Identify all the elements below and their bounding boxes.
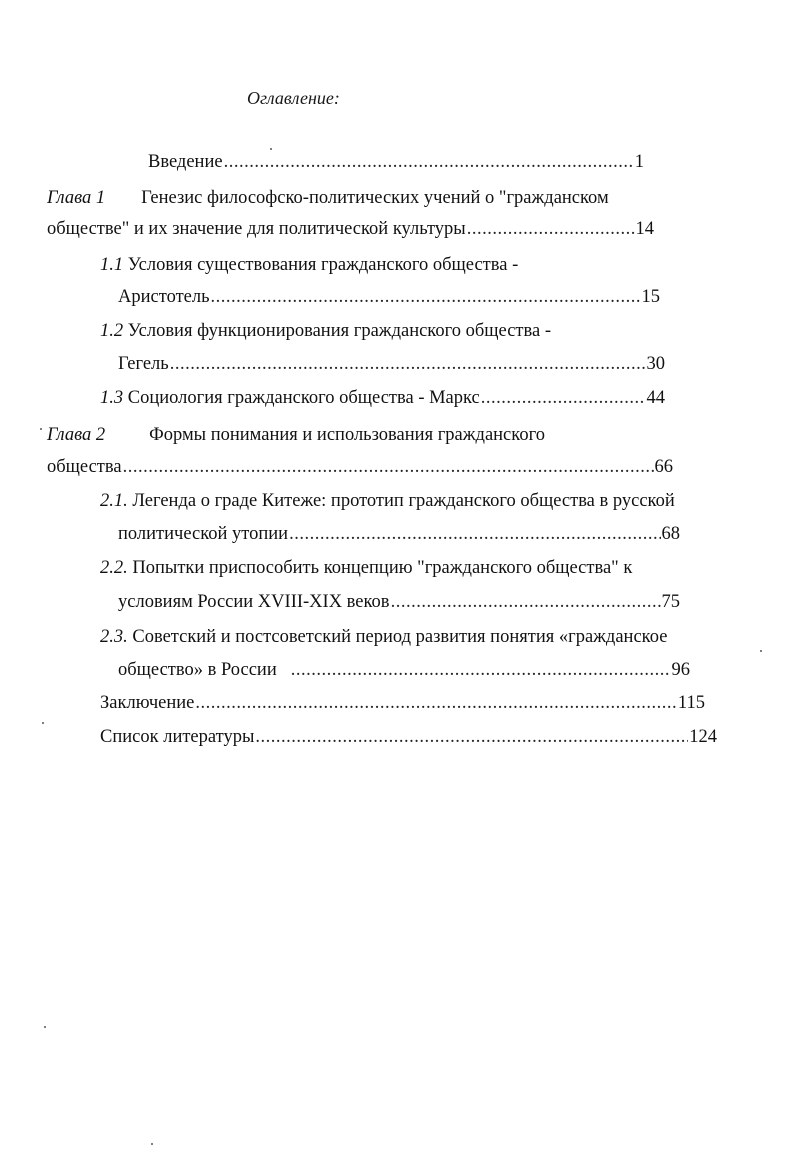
section-title-cont: политической утопии xyxy=(118,524,289,544)
toc-section-1-1-line2[interactable] xyxy=(118,286,660,308)
toc-page-number: 14 xyxy=(635,219,654,239)
section-title: Попытки приспособить концепцию "гражданского общества" к xyxy=(132,558,633,578)
toc-section-2-1-line1[interactable] xyxy=(100,490,675,512)
section-number: 2.1. xyxy=(100,491,128,511)
chapter-label: Глава 1 xyxy=(47,188,106,208)
leader-dots xyxy=(467,218,635,240)
scan-speck xyxy=(44,1026,46,1028)
leader-dots xyxy=(224,151,634,173)
toc-page-number: 44 xyxy=(646,388,665,408)
section-title: Социология гражданского общества - Маркс xyxy=(127,388,480,408)
toc-section-2-3-line1[interactable] xyxy=(100,626,667,648)
toc-entry-text: Список литературы xyxy=(100,727,255,747)
toc-section-2-3-line2[interactable] xyxy=(118,659,690,681)
page-title: Оглавление: xyxy=(247,88,340,108)
toc-entry-conclusion[interactable] xyxy=(100,692,705,714)
toc-page-number: 68 xyxy=(661,524,680,544)
section-title-cont: условиям России XVIII-XIX веков xyxy=(118,592,390,612)
leader-dots xyxy=(170,353,646,375)
section-title: Советский и постсоветский период развития понятия «гражданское xyxy=(132,627,668,647)
toc-section-2-1-line2[interactable] xyxy=(118,523,680,545)
section-title: Легенда о граде Китеже: прототип гражданского общества в русской xyxy=(132,491,675,511)
chapter-title: Генезис философско-политических учений о "гражданском xyxy=(141,188,609,208)
toc-page-number: 124 xyxy=(689,727,717,747)
toc-chapter-1-line1[interactable] xyxy=(47,187,609,209)
toc-page-number: 1 xyxy=(634,152,644,172)
section-title-cont: Гегель xyxy=(118,354,169,374)
section-title-cont: общество» в России xyxy=(118,660,277,680)
toc-chapter-2-line2[interactable] xyxy=(47,456,673,478)
toc-section-1-2-line2[interactable] xyxy=(118,353,665,375)
toc-section-1-2-line1[interactable] xyxy=(100,320,551,342)
toc-entry-intro[interactable] xyxy=(148,151,644,173)
toc-section-1-1-line1[interactable] xyxy=(100,254,518,276)
leader-dots xyxy=(123,456,654,478)
leader-dots xyxy=(391,591,661,613)
chapter-title-cont: обществе" и их значение для политической культуры xyxy=(47,219,466,239)
section-title: Условия существования гражданского общества - xyxy=(127,255,519,275)
chapter-title-cont: общества xyxy=(47,457,122,477)
section-number: 1.1 xyxy=(100,255,124,275)
toc-entry-references[interactable] xyxy=(100,726,717,748)
scan-speck xyxy=(42,722,44,724)
section-number: 2.2. xyxy=(100,558,128,578)
leader-dots xyxy=(195,692,677,714)
chapter-label: Глава 2 xyxy=(47,425,106,445)
scan-speck xyxy=(760,650,762,652)
toc-page-number: 96 xyxy=(671,660,690,680)
toc-page-number: 15 xyxy=(641,287,660,307)
scan-speck xyxy=(151,1143,153,1145)
leader-dots xyxy=(291,659,671,681)
toc-page-number: 115 xyxy=(677,693,705,713)
section-number: 2.3. xyxy=(100,627,128,647)
leader-dots xyxy=(255,726,688,748)
toc-page-number: 66 xyxy=(654,457,673,477)
scan-speck xyxy=(40,428,42,430)
leader-dots xyxy=(481,387,646,409)
toc-page-number: 30 xyxy=(646,354,665,374)
chapter-title: Формы понимания и использования гражданского xyxy=(149,425,545,445)
scan-speck xyxy=(270,148,272,150)
toc-section-1-3[interactable] xyxy=(100,387,665,409)
section-title-cont: Аристотель xyxy=(118,287,210,307)
section-title: Условия функционирования гражданского общества - xyxy=(127,321,551,341)
toc-section-2-2-line1[interactable] xyxy=(100,557,632,579)
section-number: 1.2 xyxy=(100,321,124,341)
toc-chapter-1-line2[interactable] xyxy=(47,218,654,240)
section-number: 1.3 xyxy=(100,388,124,408)
toc-section-2-2-line2[interactable] xyxy=(118,591,680,613)
leader-dots xyxy=(211,286,641,308)
toc-entry-text: Введение xyxy=(148,152,223,172)
toc-entry-text: Заключение xyxy=(100,693,195,713)
leader-dots xyxy=(289,523,660,545)
toc-chapter-2-line1[interactable] xyxy=(47,424,545,446)
toc-page-number: 75 xyxy=(661,592,680,612)
